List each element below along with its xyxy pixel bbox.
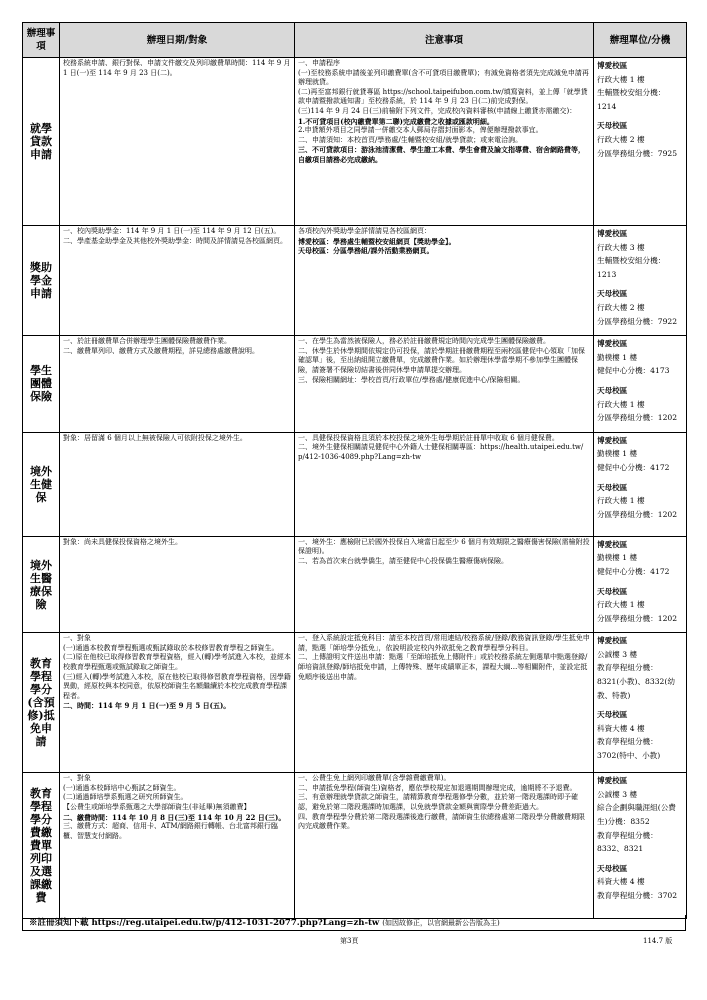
date-line: (三)經入(轉)學考試進入本校，原在他校已取得修習教育學程資格，因學籍異動，經原校與本校同意，依原校師資生名額繼續於本校完成教育學程課程者。	[63, 672, 291, 700]
note-line: 二、上傳證明文件送出申請：點選「至師培抵免上傳附件」或於校務系統左側選單中點選登錄/師培資訊登錄/師培抵免申請，上傳特殊、歷年成績單正本，課程大綱…等相關附件，並設定抵免順序後送出申請。	[298, 653, 588, 681]
note-line: (二)再至富邦銀行就貸專區 https://school.taipeifubon.com.tw/填寫資料，並上傳「就學貸款申請暨撥款通知書」至校務系統，於 114 年 9 月 23 日(二)前完成對保。	[298, 87, 588, 106]
note-line: 一、境外生：應檢附已於國外投保自入境當日起至少 6 個月有效期限之醫療傷害保險(需檢附投保證明)。	[298, 537, 590, 556]
campus-block	[597, 708, 683, 762]
date-target-cell	[60, 432, 295, 536]
note-line: 一、具健保投保資格且須於本校投保之境外生每學期於註冊單中收取 6 個月健保費。	[298, 433, 559, 442]
note-line: 天母校區：分區學務組/課外活動業務網頁。	[298, 246, 434, 256]
notes-cell	[295, 432, 594, 536]
campus-detail: 勤樸樓 1 樓	[597, 553, 638, 563]
note-line: 二、休學生於休學期間依規定仍可投保，請於學期註冊繳費期程至兩校區健促中心領取「加保確認單」後，至出納組開立繳費單，完成繳費作業。如於辦理休學當學期不參加學生團體保險，請簽署不保險切結書後併同休學申請單提交辦理。	[298, 346, 585, 374]
campus-detail: 健促中心分機：4172	[597, 462, 670, 472]
date-line: 校務系統申請、銀行對保、申請文件繳交及列印繳費單時間：114 年 9 月 1 日(一)至 114 年 9 月 23 日(二)。	[63, 59, 291, 77]
campus-name: 博愛校區	[597, 435, 628, 445]
campus-detail: 分區學務組分機：7922	[597, 316, 678, 326]
campus-detail: 行政大樓 1 樓	[597, 600, 645, 610]
registration-table-page	[22, 22, 686, 919]
campus-detail: 勤樸樓 1 樓	[597, 449, 638, 459]
campus-detail: 教育學程組分機：8332、8321	[597, 830, 658, 854]
note-line: 三、保險相關網址：學校首頁/行政單位/學務處/健康促進中心/保險相關。	[298, 375, 525, 384]
date-line: 對象：尚未具健保投保資格之境外生。	[63, 537, 182, 546]
category-label: 就學貸款申請	[30, 122, 52, 161]
header-item: 辦理事項	[23, 23, 60, 58]
category-cell	[23, 226, 60, 336]
campus-block	[597, 634, 683, 702]
campus-detail: 教育學程組分機：3702	[597, 891, 678, 901]
date-line: 二、繳費時間：114 年 10 月 8 日(三)至 114 年 10 月 22 日(三)。	[63, 812, 286, 822]
campus-block	[597, 862, 683, 903]
unit-cell	[594, 58, 687, 226]
note-line: 各項校內外獎助學金詳情請見各校區網頁：	[298, 227, 431, 235]
campus-name: 天母校區	[597, 482, 628, 492]
note-line: 二、申請須知：本校首頁/學務處/生輔暨校安組/就學貸款；或來電洽詢。	[298, 135, 523, 144]
category-cell	[23, 633, 60, 773]
category-cell	[23, 58, 60, 226]
campus-block	[597, 585, 683, 626]
notes-cell	[295, 773, 594, 919]
campus-name: 天母校區	[597, 710, 628, 720]
header-date-target: 辦理日期/對象	[60, 23, 295, 58]
campus-name: 天母校區	[597, 863, 628, 873]
campus-detail: 分區學務組分機：7925	[597, 148, 678, 158]
campus-detail: 行政大樓 1 樓	[597, 399, 645, 409]
campus-detail: 生輔暨校安組分機：1214	[597, 88, 666, 111]
category-label: 教育學程學分費繳費單列印及選課繳費	[30, 787, 52, 905]
table-row	[23, 336, 687, 433]
category-cell	[23, 336, 60, 433]
unit-cell	[594, 336, 687, 433]
date-line: (一)通過本校師培中心甄試之師資生。	[63, 783, 181, 792]
category-label: 獎助學金申請	[30, 261, 52, 301]
note-line: 2.申貸額外項目之同學請一併繳交本人郵局存摺封面影本，俾便辦理撥款事宜。	[298, 126, 543, 135]
note-line: 二、申請抵免學程(師資生)資格者，應依學校規定加退選期間辦理完成，逾期將不予退費。	[298, 783, 577, 792]
category-label: 境外生健保	[30, 464, 52, 504]
category-label: 教育學程學分(含預修)抵免申請	[27, 657, 55, 749]
table-row	[23, 536, 687, 633]
campus-block	[597, 119, 683, 160]
note-line: 博愛校區：學務處生輔暨校安組網頁【獎助學金】。	[298, 236, 456, 246]
table-row	[23, 226, 687, 336]
table-row	[23, 633, 687, 773]
campus-name: 博愛校區	[597, 776, 628, 786]
campus-detail: 教育學程組分機：3702(特中、小教)	[597, 737, 661, 761]
campus-detail: 科資大樓 4 樓	[597, 877, 645, 887]
table-row	[23, 773, 687, 919]
date-target-cell	[60, 336, 295, 433]
table-row	[23, 432, 687, 536]
campus-detail: 綜合企劃與職涯組(公費生)分機：8352	[597, 803, 676, 827]
note-line: 三、不可貸款項目：游泳池清潔費、學生證工本費、學生會費及論文指導費、宿舍網路費等，自繳項目請務必完成繳納。	[298, 145, 585, 164]
unit-cell	[594, 773, 687, 919]
note-line: 一、公費生免上網列印繳費單(含學雜費繳費單)。	[298, 774, 451, 783]
campus-detail: 分區學務組分機：1202	[597, 613, 678, 623]
date-line: 一、對象	[63, 774, 91, 783]
date-line: 一、於註冊繳費單合併辦理學生團體保險費繳費作業。	[63, 337, 231, 346]
table-header-row	[23, 23, 687, 58]
campus-detail: 行政大樓 1 樓	[597, 496, 645, 506]
campus-detail: 行政大樓 3 樓	[597, 242, 645, 252]
campus-block	[597, 434, 683, 475]
campus-detail: 行政大樓 2 樓	[597, 302, 645, 312]
date-target-cell	[60, 536, 295, 633]
date-line: 三、繳費方式：超商、信用卡、ATM/網路銀行轉帳、台北富邦銀行臨櫃、智慧支付網路。	[63, 822, 278, 840]
campus-detail: 公誠樓 3 樓	[597, 649, 638, 659]
date-target-cell	[60, 773, 295, 919]
campus-detail: 行政大樓 1 樓	[597, 74, 645, 84]
date-line: 一、對象	[63, 634, 91, 643]
date-line: 【公費生或師培學系甄選之大學部師資生(非延畢)無須繳費】	[63, 803, 251, 812]
date-target-cell	[60, 58, 295, 226]
date-target-cell	[60, 226, 295, 336]
campus-name: 天母校區	[597, 586, 628, 596]
unit-cell	[594, 432, 687, 536]
campus-block	[597, 384, 683, 425]
campus-block	[597, 59, 683, 113]
campus-block	[597, 337, 683, 378]
footer-revision-note: (如因故修正，以官網最新公告版為主)	[382, 919, 500, 927]
campus-name: 博愛校區	[597, 539, 628, 549]
campus-block	[597, 287, 683, 328]
unit-cell	[594, 536, 687, 633]
notes-cell	[295, 633, 594, 773]
notes-cell	[295, 536, 594, 633]
campus-name: 博愛校區	[597, 636, 628, 646]
campus-detail: 勤樸樓 1 樓	[597, 352, 638, 362]
unit-cell	[594, 633, 687, 773]
campus-name: 博愛校區	[597, 61, 628, 70]
campus-block	[597, 774, 683, 856]
campus-block	[597, 481, 683, 522]
note-line: 一、登入系統設定抵免科目：請至本校首頁/常用連結/校務系統/登錄/教務資訊登錄/學生抵免申請，點選「師培學分抵免」，依說明設定校內外欲抵免之教育學程學分科目。	[298, 634, 590, 652]
campus-detail: 行政大樓 2 樓	[597, 134, 645, 144]
notes-cell	[295, 336, 594, 433]
category-label: 學生團體保險	[30, 364, 52, 404]
date-line: 二、時間：114 年 9 月 1 日(一)至 9 月 5 日(五)。	[63, 701, 231, 711]
unit-cell	[594, 226, 687, 336]
note-line: (三)114 年 9 月 24 日(三)前檢附下列文件，完成校內資料審核(申請線上繳貸亦需繳交)：	[298, 106, 577, 115]
date-line: (二)原在他校已取得修習教育學程資格，經入(轉)學考試進入本校，並經本校教育學程甄選或甄試錄取之師資生。	[63, 653, 291, 672]
date-line: 二、學產基金助學金及其他校外獎助學金：時間及詳情請見各校區網頁。	[63, 236, 287, 245]
campus-name: 博愛校區	[597, 339, 628, 349]
date-line: (二)通過師培學系甄選之研究所師資生。	[63, 793, 188, 802]
header-notes: 注意事項	[295, 23, 594, 58]
date-line: 二、繳費單列印、繳費方式及繳費期程，詳見總務處繳費說明。	[63, 346, 259, 355]
campus-name: 天母校區	[597, 385, 628, 395]
version-label: 114.7 版	[643, 937, 673, 945]
note-line: 二、若為首次來台就學僑生，請至健促中心投保僑生醫療傷病保險。	[298, 556, 508, 565]
note-line: 三、有意辦理就學貸款之師資生，請精算教育學程選修學分數，並於第一階段選課時即予確認，避免於第二階段選課時加選課，以免就學貸款金額與實際學分費差距過大。	[298, 793, 578, 812]
campus-detail: 教育學程組分機：8321(小教)、8332(幼教、特教)	[597, 663, 675, 700]
note-line: 一、申請程序	[298, 59, 340, 67]
category-label: 境外生醫療保險	[30, 558, 52, 611]
campus-block	[597, 538, 683, 579]
category-cell	[23, 536, 60, 633]
campus-detail: 健促中心分機：4172	[597, 566, 670, 576]
campus-detail: 分區學務組分機：1202	[597, 413, 678, 423]
note-line: (一)至校務系統申請後並列印繳費單(含不可貸項目繳費單)；有減免資格者須先完成減免申請再辦理就貸。	[298, 68, 589, 87]
campus-block	[597, 227, 683, 281]
campus-name: 博愛校區	[597, 229, 628, 238]
note-line: 二、境外生健保相關請見健促中心外籍人士健保相關專區：https://health.utaipei.edu.tw/p/412-1036-4089.php?Lang=zh-tw	[298, 443, 584, 461]
campus-detail: 公誠樓 3 樓	[597, 789, 638, 799]
category-cell	[23, 773, 60, 919]
date-line: 對象：居留滿 6 個月以上無被保險人可依附投保之境外生。	[63, 433, 247, 442]
registration-table	[22, 22, 687, 919]
page-number: 第3頁	[340, 937, 359, 945]
note-line: 1.不可貸項目(校內繳費單第二聯)完成繳費之收據或匯款明細。	[298, 116, 494, 126]
note-line: 四、教育學程學分費於第二階段選課後進行繳費，請師資生依總務處第二階段學分費繳費期限內完成繳費作業。	[298, 812, 585, 831]
campus-detail: 生輔暨校安組分機：1213	[597, 256, 666, 279]
date-target-cell	[60, 633, 295, 773]
footer-download-note	[22, 915, 686, 931]
date-line: (一)通過本校教育學程甄選或甄試錄取於本校修習教育學程之師資生。	[63, 643, 279, 652]
campus-detail: 健促中心分機：4173	[597, 366, 670, 376]
date-line: 一、校內獎助學金：114 年 9 月 1 日(一)至 114 年 9 月 12 日(五)。	[63, 227, 281, 235]
campus-name: 天母校區	[597, 121, 628, 131]
campus-name: 天母校區	[597, 289, 628, 299]
campus-detail: 分區學務組分機：1202	[597, 509, 678, 519]
category-cell	[23, 432, 60, 536]
campus-detail: 科資大樓 4 樓	[597, 723, 645, 733]
note-line: 一、在學生為當然被保險人，務必於註冊繳費規定時間內完成學生團體保險繳費。	[298, 337, 550, 346]
notes-cell	[295, 226, 594, 336]
notes-cell	[295, 58, 594, 226]
table-row	[23, 58, 687, 226]
footer-download-link[interactable]: ※註冊須知下載 https://reg.utaipei.edu.tw/p/412-1031-2077.php?Lang=zh-tw	[29, 918, 380, 928]
header-unit: 辦理單位/分機	[594, 23, 687, 58]
